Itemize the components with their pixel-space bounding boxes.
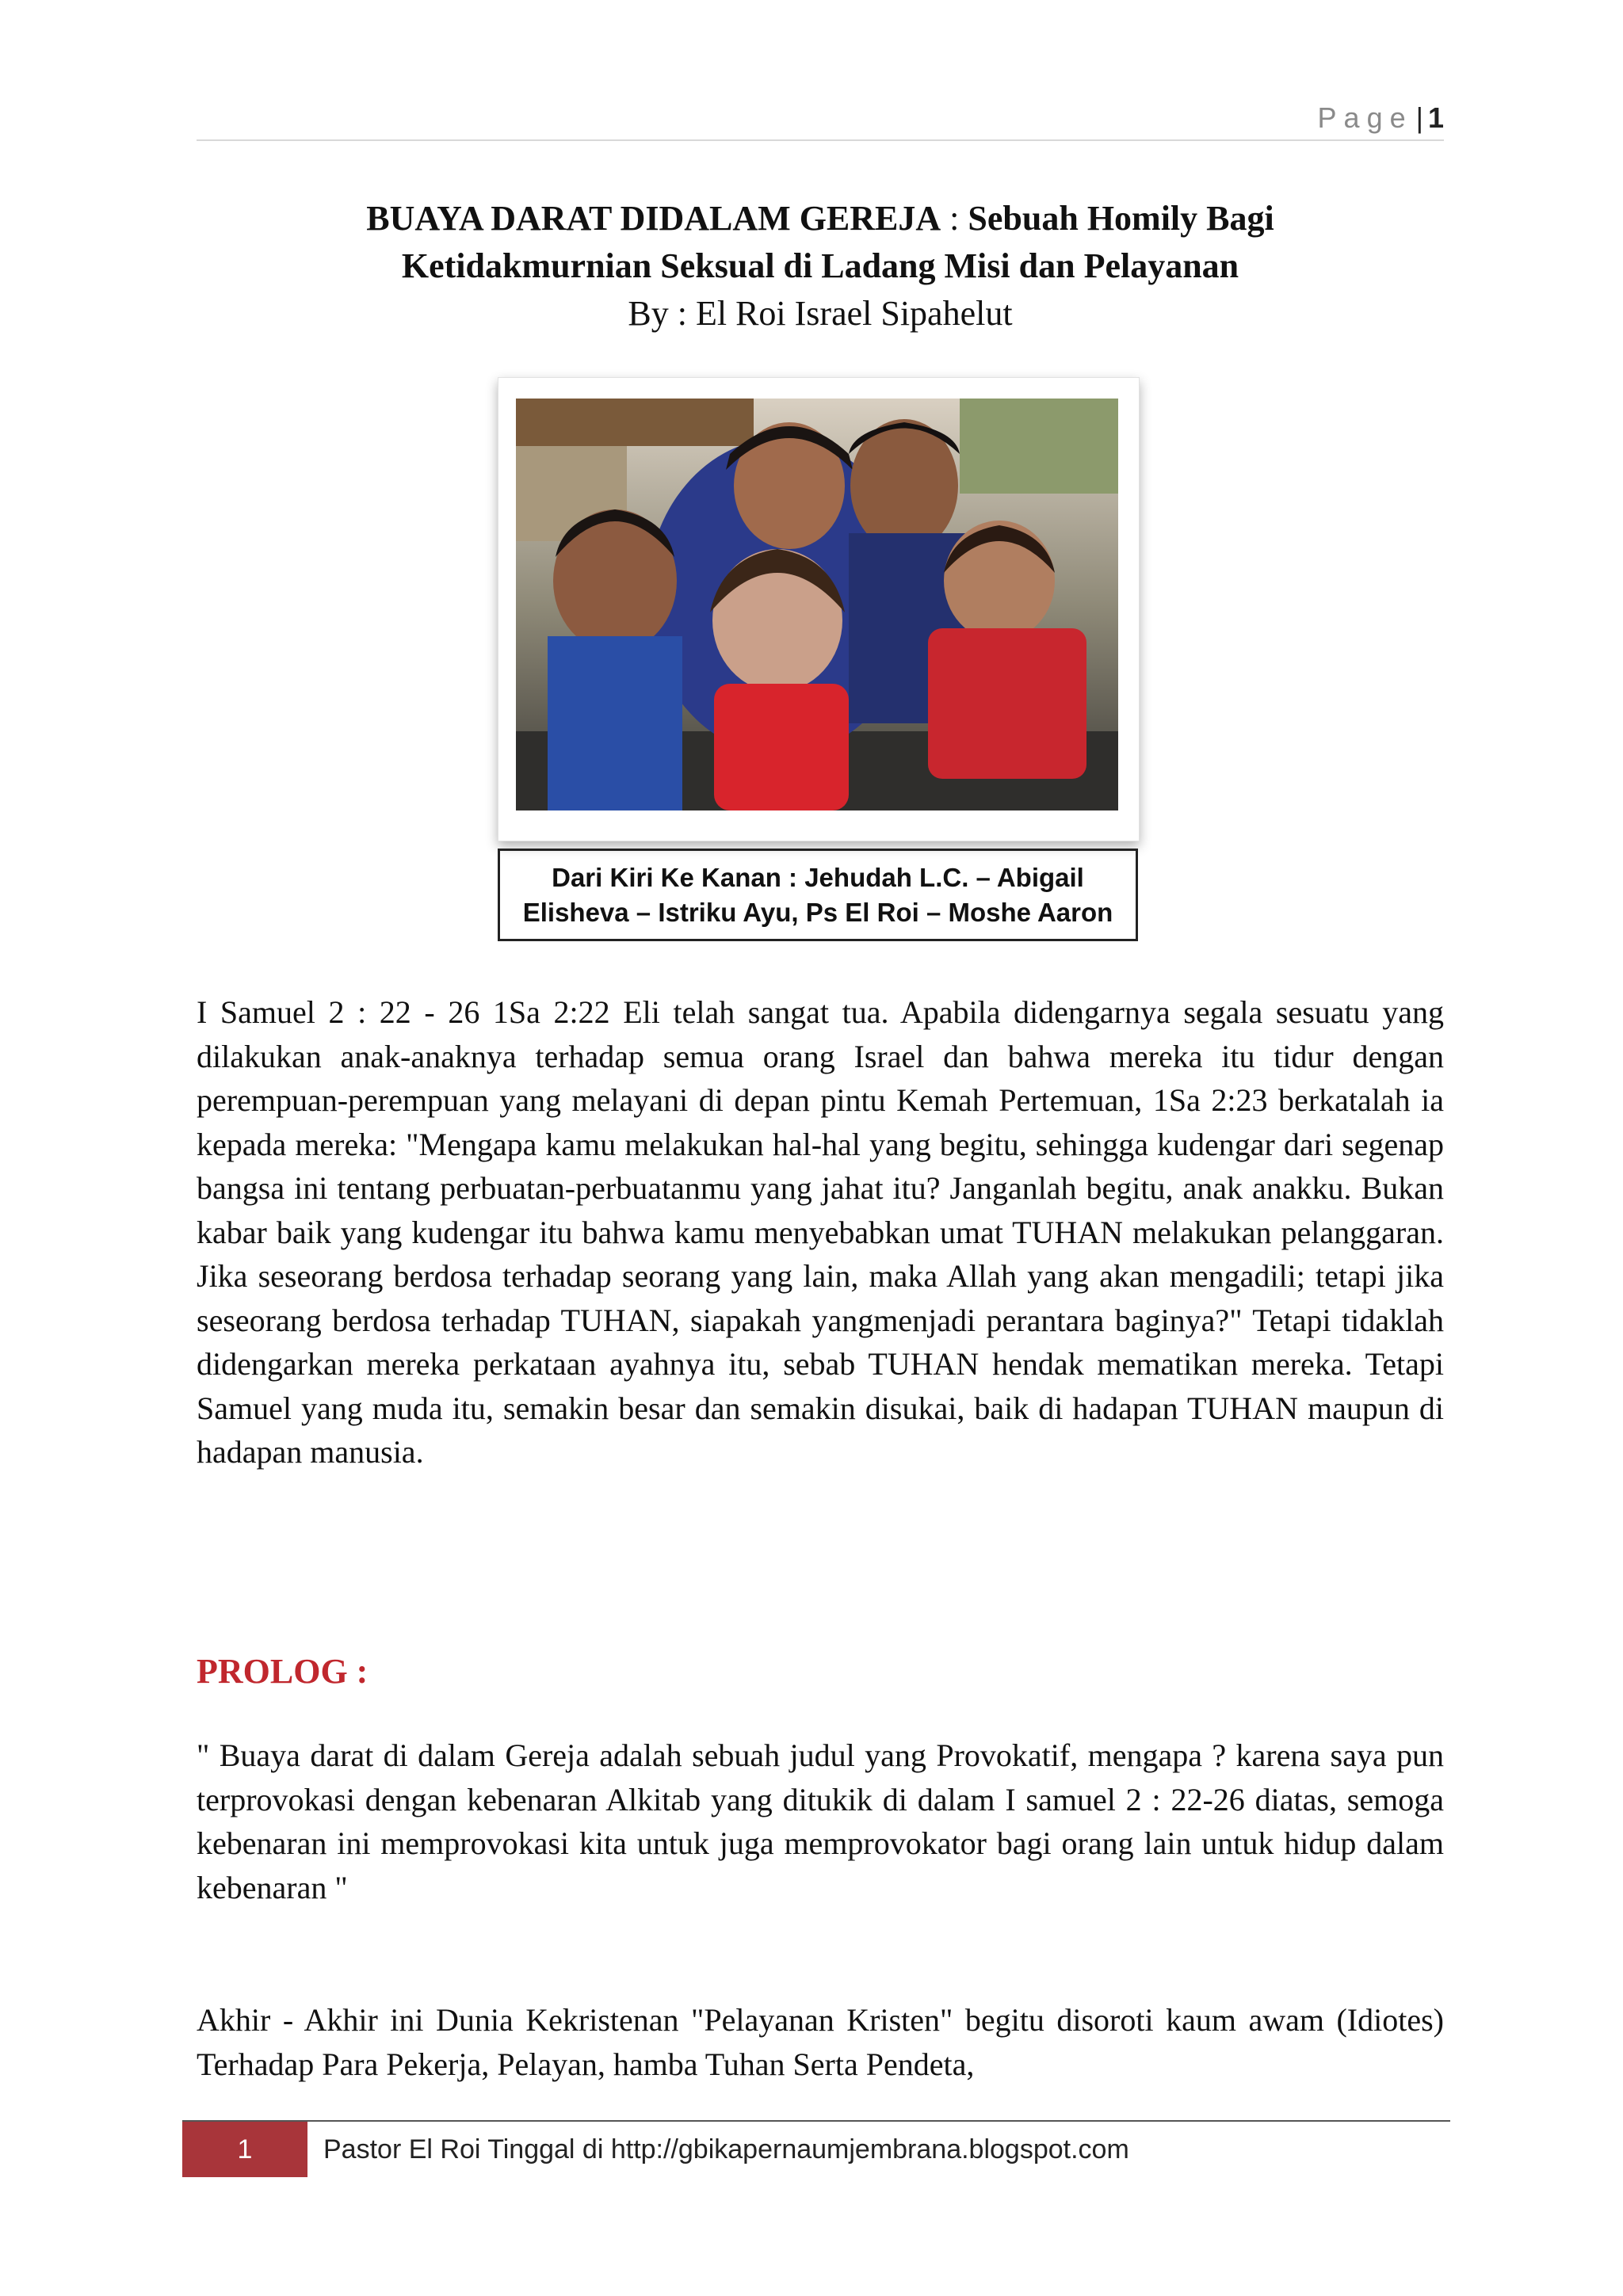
title-separator: : xyxy=(941,199,968,238)
page-label: Page xyxy=(1317,101,1413,134)
title-line-2: Ketidakmurnian Seksual di Ladang Misi dan Pelayanan xyxy=(401,246,1239,285)
caption-line-1: Dari Kiri Ke Kanan : Jehudah L.C. – Abigail xyxy=(552,863,1084,892)
page-number: 1 xyxy=(1427,101,1444,134)
family-photo-frame xyxy=(498,377,1140,841)
page-indicator: Page | 1 xyxy=(1317,101,1444,134)
byline: By : El Roi Israel Sipahelut xyxy=(628,294,1013,333)
prolog-quote: " Buaya darat di dalam Gereja adalah sebuah judul yang Provokatif, mengapa ? karena saya pun terprovokasi dengan kebenaran Alkitab yang ditukik di dalam I samuel 2 : 22-26 diatas, semoga kebenaran ini memprovokasi kita untuk juga memprovokator bagi orang lain untuk hidup dalam kebenaran " xyxy=(197,1737,1444,1905)
document-title xyxy=(197,195,1444,338)
photo-caption xyxy=(498,849,1138,941)
prolog-heading: PROLOG : xyxy=(197,1652,369,1691)
scripture-passage: I Samuel 2 : 22 - 26 1Sa 2:22 Eli telah sangat tua. Apabila didengarnya segala sesuatu yang dilakukan anak-anaknya terhadap semua orang Israel dan bahwa mereka itu tidur dengan perempuan-perempuan yang melayani di depan pintu Kemah Pertemuan, 1Sa 2:23 berkatalah ia kepada mereka: "Mengapa kamu melakukan hal-hal yang begitu, sehingga kudengar dari segenap bangsa ini tentang perbuatan-perbuatanmu yang jahat itu? Janganlah begitu, anak anakku. Bukan kabar baik yang kudengar itu bahwa kamu menyebabkan umat TUHAN melakukan pelanggaran. Jika seseorang berdosa terhadap seorang yang lain, maka Allah yang akan mengadili; tetapi jika seseorang berdosa terhadap TUHAN, siapakah yangmenjadi perantara baginya?" Tetapi tidaklah didengarkan mereka perkataan ayahnya itu, sebab TUHAN hendak mematikan mereka. Tetapi Samuel yang muda itu, semakin besar dan semakin disukai, baik di hadapan TUHAN maupun di hadapan manusia. xyxy=(197,994,1444,1470)
page-footer xyxy=(182,2120,1450,2177)
body-paragraph: Akhir - Akhir ini Dunia Kekristenan "Pelayanan Kristen" begitu disoroti kaum awam (Idiotes) Terhadap Para Pekerja, Pelayan, hamba Tuhan Serta Pendeta, xyxy=(197,2002,1444,2082)
title-main: BUAYA DARAT DIDALAM GEREJA xyxy=(366,199,941,238)
title-line-1 xyxy=(197,195,1444,242)
caption-line-2: Elisheva – Istriku Ayu, Ps El Roi – Moshe Aaron xyxy=(522,898,1113,927)
page-header xyxy=(197,93,1444,141)
footer-page-number: 1 xyxy=(182,2122,307,2177)
family-photo xyxy=(516,399,1118,810)
footer-text: Pastor El Roi Tinggal di http://gbikapernaumjembrana.blogspot.com xyxy=(323,2134,1129,2164)
title-subtitle: Sebuah Homily Bagi xyxy=(968,199,1274,238)
